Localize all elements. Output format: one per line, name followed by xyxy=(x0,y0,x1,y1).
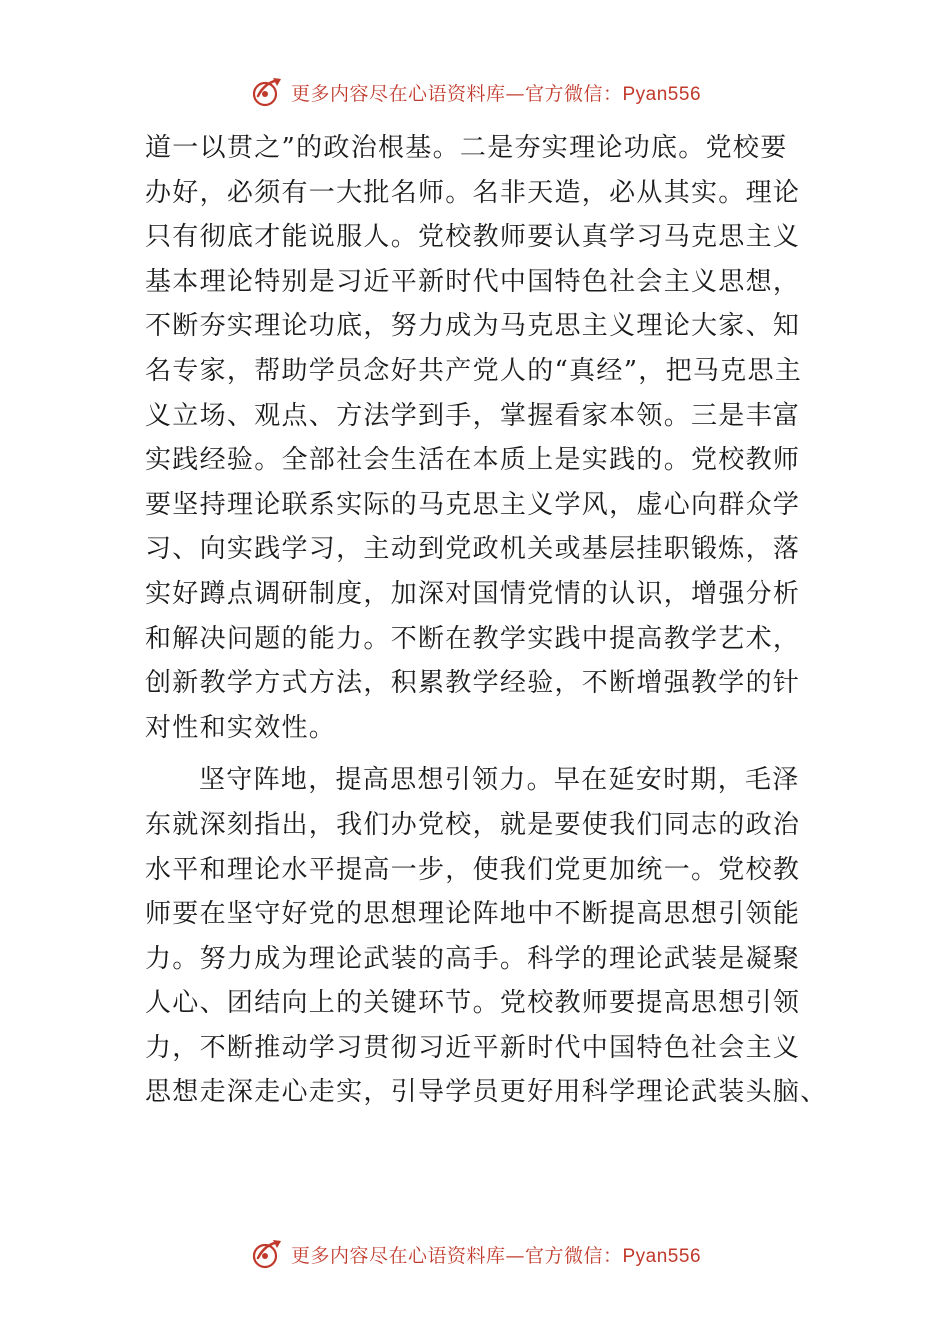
paragraph-1 xyxy=(145,126,825,750)
text-line: 名专家，帮助学员念好共产党人的“真经”，把马克思主 xyxy=(145,355,803,386)
watermark-main: 更多内容尽在心语资料库—官方微信： xyxy=(290,82,623,105)
text-line: 义立场、观点、方法学到手，掌握看家本领。三是丰富 xyxy=(145,400,801,431)
watermark-wechat-id: Pyan556 xyxy=(622,83,702,105)
text-line: 思想走深走心走实，引导学员更好用科学理论武装头脑、 xyxy=(145,1077,828,1108)
text-line: 要坚持理论联系实际的马克思主义学风，虚心向群众学 xyxy=(145,489,801,520)
text-line: 实好蹲点调研制度，加深对国情党情的认识，增强分析 xyxy=(145,578,801,609)
text-line: 水平和理论水平提高一步，使我们党更加统一。党校教 xyxy=(145,854,801,885)
text-line: 力。努力成为理论武装的高手。科学的理论武装是凝聚 xyxy=(145,943,801,974)
text-line: 创新教学方式方法，积累教学经验，不断增强教学的针 xyxy=(145,668,801,699)
text-line: 习、向实践学习，主动到党政机关或基层挂职锻炼，落 xyxy=(145,534,801,565)
text-line: 不断夯实理论功底，努力成为马克思主义理论大家、知 xyxy=(145,311,801,342)
text-line: 人心、团结向上的关键环节。党校教师要提高思想引领 xyxy=(145,988,801,1019)
text-line: 只有彻底才能说服人。党校教师要认真学习马克思主义 xyxy=(145,222,801,253)
footer-watermark xyxy=(0,1234,950,1274)
logo-icon xyxy=(249,1236,285,1272)
text-line: 和解决问题的能力。不断在教学实践中提高教学艺术， xyxy=(145,623,801,654)
document-body xyxy=(145,126,828,1115)
watermark-main: 更多内容尽在心语资料库—官方微信： xyxy=(290,1244,623,1267)
paragraph-spacer xyxy=(145,750,825,758)
text-line: 办好，必须有一大批名师。名非天造，必从其实。理论 xyxy=(145,177,801,208)
text-line: 实践经验。全部社会生活在本质上是实践的。党校教师 xyxy=(145,445,801,476)
text-line: 道一以贯之”的政治根基。二是夯实理论功底。党校要 xyxy=(145,133,788,163)
text-line: 师要在坚守好党的思想理论阵地中不断提高思想引领能 xyxy=(145,899,801,930)
logo-icon xyxy=(249,74,285,110)
text-line: 东就深刻指出，我们办党校，就是要使我们同志的政治 xyxy=(145,809,801,840)
text-line: 对性和实效性。 xyxy=(145,712,337,743)
watermark-text xyxy=(291,1241,701,1268)
text-line: 力，不断推动学习贯彻习近平新时代中国特色社会主义 xyxy=(145,1032,801,1063)
text-line: 基本理论特别是习近平新时代中国特色社会主义思想， xyxy=(145,266,801,297)
watermark-text xyxy=(291,79,701,106)
watermark-wechat-id: Pyan556 xyxy=(622,1245,702,1267)
header-watermark xyxy=(0,72,950,112)
text-line: 坚守阵地，提高思想引领力。早在延安时期，毛泽 xyxy=(199,765,800,796)
paragraph-2 xyxy=(145,758,828,1115)
